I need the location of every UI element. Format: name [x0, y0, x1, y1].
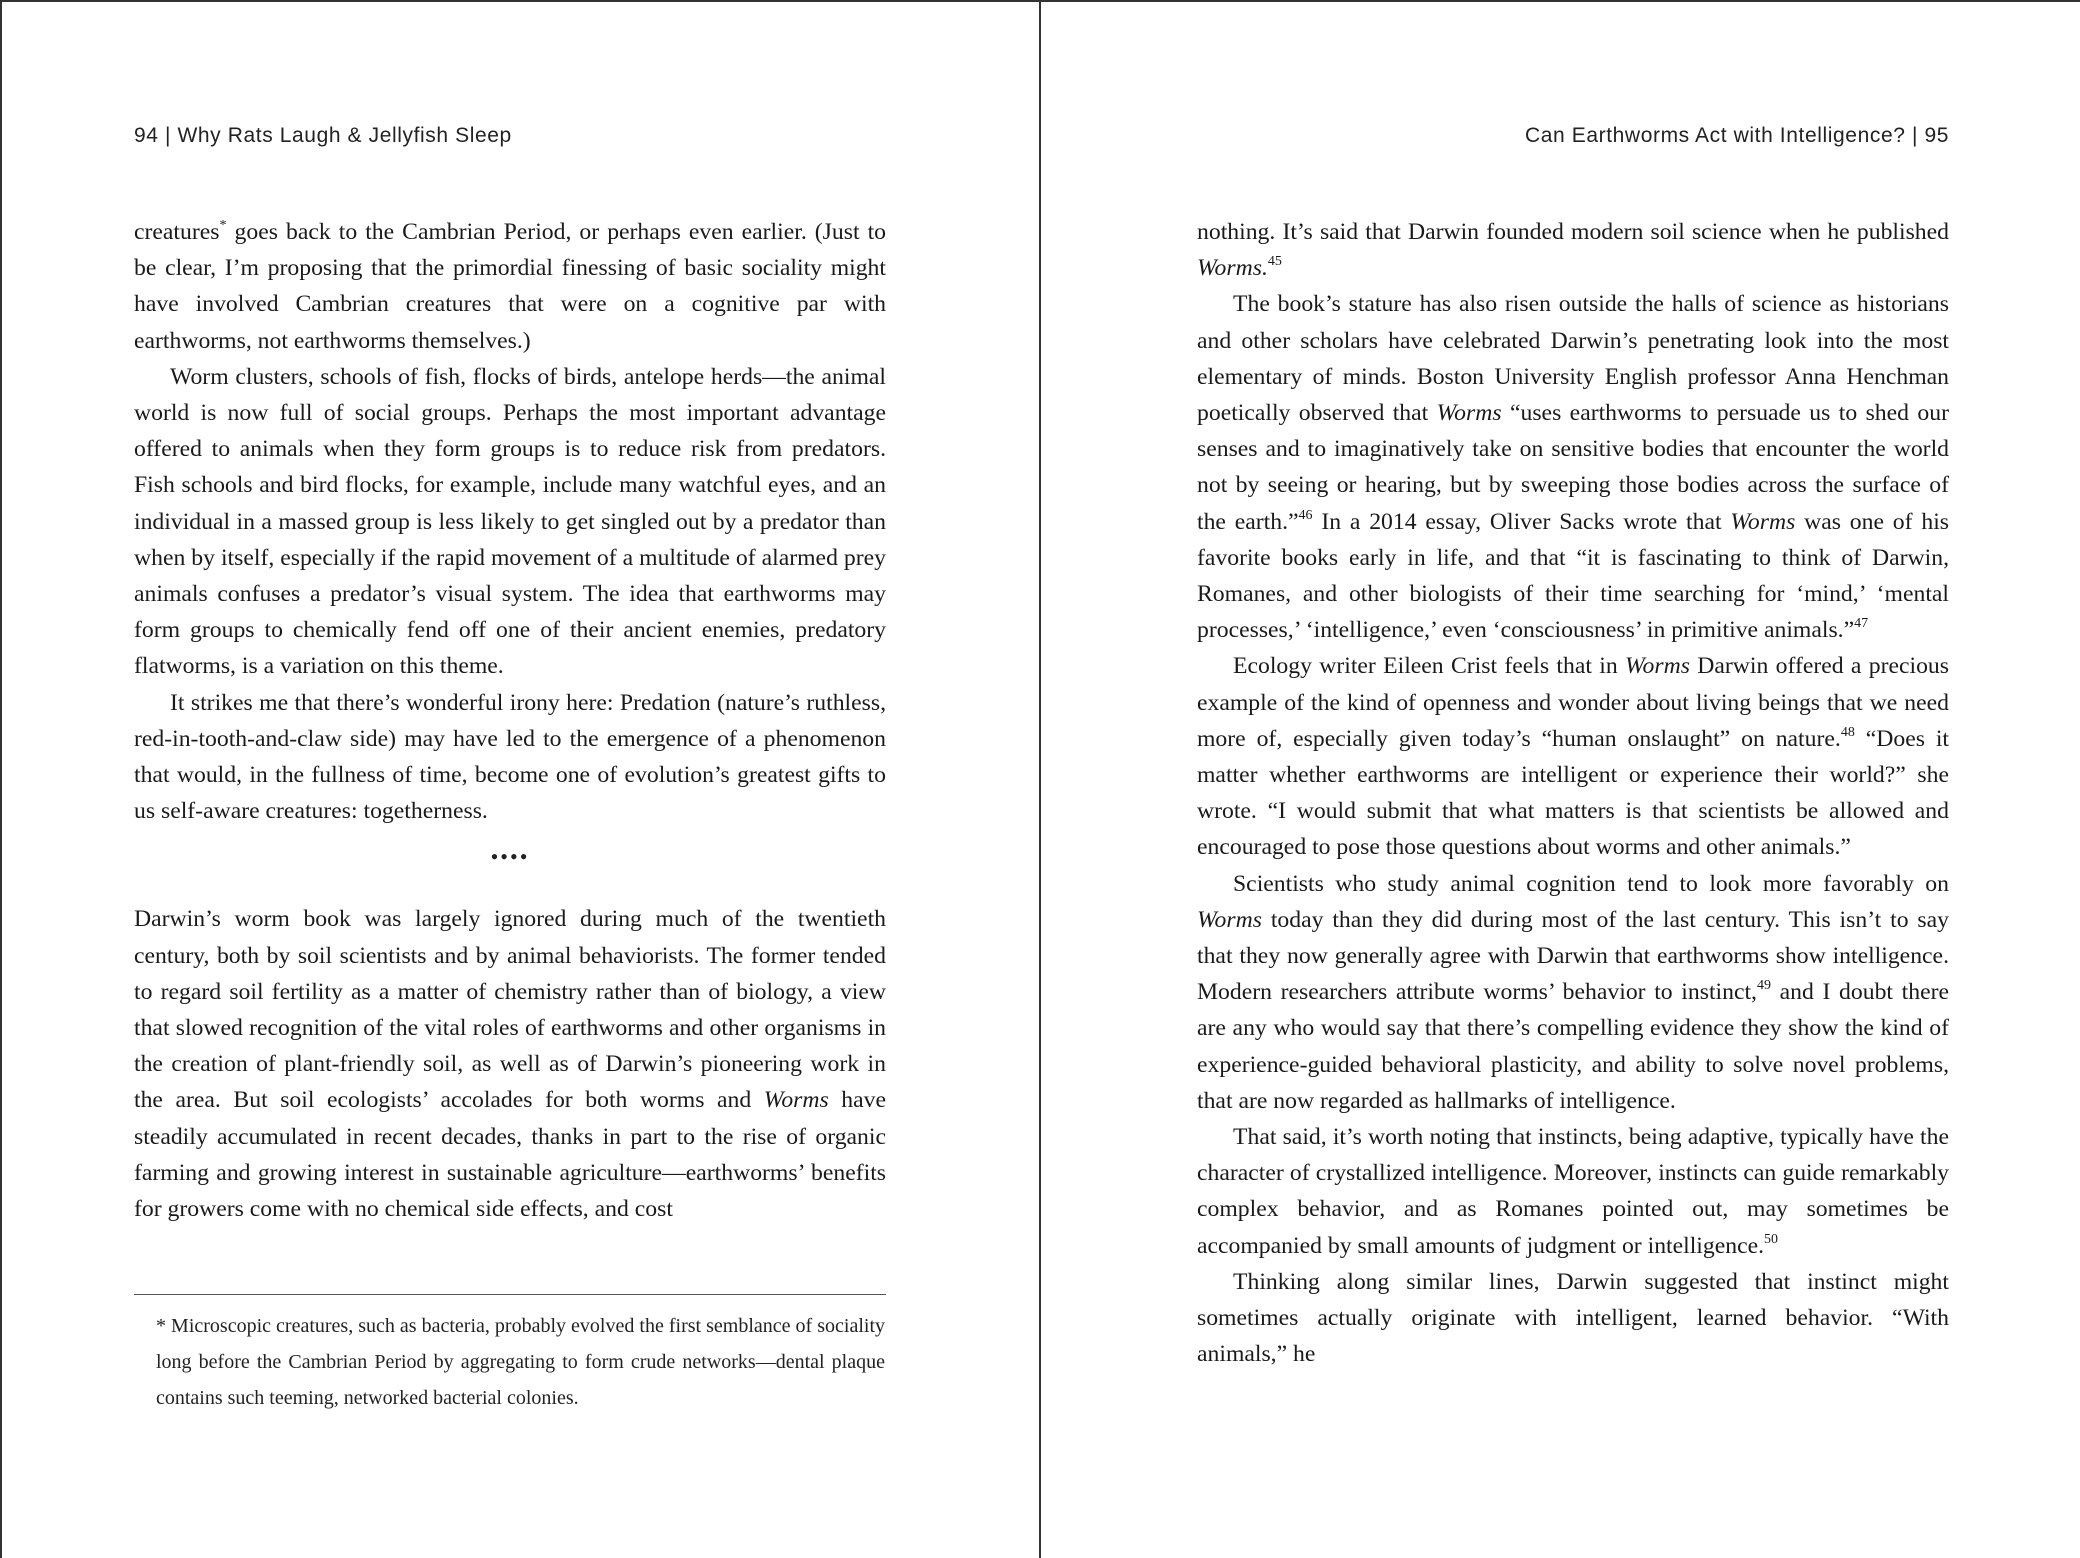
footnote: * Microscopic creatures, such as bacteria, probably evolved the first semblance of sociality long before the Cambrian Period by aggregating to form crude networks—dental plaque contains such teeming, networked bacterial colonies. — [156, 1315, 885, 1409]
endnote-ref: 49 — [1756, 978, 1771, 994]
footnote-marker: * — [219, 218, 227, 234]
endnote-ref: 47 — [1854, 616, 1869, 632]
paragraph: Darwin’s worm book was largely ignored during much of the twentieth century, both by soil scientists and by animal behaviorists. The former tended to regard soil fertility as a matter of chemistry rather than of biology, a view that slowed recognition of the vital roles of earthworms and other organisms in the creation of plant-friendly soil, as well as of Darwin’s pioneering work in the area. But soil ecologists’ accolades for both worms and Worms have steadily accumulated in recent decades, thanks in part to the rise of organic farming and growing interest in sustainable agriculture—earthworms’ benefits for growers come with no chemical side effects, and cost — [134, 906, 887, 1223]
left-page-body — [134, 214, 886, 1227]
right-page — [1041, 0, 2080, 1558]
paragraph: nothing. It’s said that Darwin founded modern soil science when he published Worms.$^{45}$ — [1197, 219, 1949, 282]
endnote-ref: 46 — [1298, 507, 1313, 523]
right-page-body — [1197, 214, 1949, 1373]
paragraph: It strikes me that there’s wonderful irony here: Predation (nature’s ruthless, red-in-tooth-and-claw side) may have led to the emergence of a phenomenon that would, in the fullness of time, become one of evolution’s greatest gifts to us self-aware creatures: togetherness. — [134, 689, 886, 825]
paragraph: That said, it’s worth noting that instincts, being adaptive, typically have the character of crystallized intelligence. Moreover, instincts can guide remarkably complex behavior, and as Romanes pointed out, may sometimes be accompanied by small amounts of judgment or intelligence.$^{50}$ — [1197, 1124, 1949, 1259]
paragraph: Ecology writer Eileen Crist feels that in Worms Darwin offered a precious example of the kind of openness and wonder about living beings that we need more of, especially given today’s “human onslaught” on nature.$^{48}$ “Does it matter whether earthworms are intelligent or experience their world?” she wrote. “I would submit that what matters is that scientists be allowed and encouraged to pose those questions about worms and other animals.” — [1197, 653, 1950, 861]
paragraph: The book’s stature has also risen outside the halls of science as historians and other scholars have celebrated Darwin’s penetrating look into the most elementary of minds. Boston University English professor Anna Henchman poetically observed that Worms “uses earthworms to persuade us to shed our senses and to imaginatively take on sensitive bodies that encounter the world not by seeing or hearing, but by sweeping those bodies across the surface of the earth.”$^{46}$ In a 2014 essay, Oliver Sacks wrote that Worms was one of his favorite books early in life, and that “it is fascinating to think of Darwin, Romanes, and other biologists of their time searching for ‘mind,’ ‘mental processes,’ ‘intelligence,’ even ‘consciousness’ in primitive animals.”$^{47}$ — [1197, 291, 1949, 644]
endnote-ref: 48 — [1840, 724, 1855, 740]
paragraph: Worm clusters, schools of fish, flocks of birds, antelope herds—the animal world is now full of social groups. Perhaps the most important advantage offered to animals when they form groups is to reduce risk from predators. Fish schools and bird flocks, for example, include many watchful eyes, and an individual in a massed group is less likely to get singled out by a predator than when by itself, especially if the rapid movement of a multitude of alarmed prey animals confuses a predator’s visual system. The idea that earthworms may form groups to chemically fend off one of their ancient enemies, predatory flatworms, is a variation on this theme. — [134, 363, 886, 680]
footnote-rule — [134, 1294, 886, 1295]
paragraph: Scientists who study animal cognition tend to look more favorably on Worms today than they did during most of the last century. This isn’t to say that they now generally agree with Darwin that earthworms show intelligence. Modern researchers attribute worms’ behavior to instinct,$^{49}$ and I doubt there are any who would say that there’s compelling evidence they show the kind of experience-guided behavioral plasticity, and ability to solve novel problems, that are now regarded as hallmarks of intelligence. — [1197, 870, 1949, 1114]
running-header-right: Can Earthworms Act with Intelligence? | 95 — [1524, 124, 1949, 147]
endnote-ref: 50 — [1764, 1231, 1779, 1247]
paragraph: Thinking along similar lines, Darwin suggested that instinct might sometimes actually originate with intelligent, learned behavior. “With animals,” he — [1197, 1268, 1949, 1368]
running-header-left: 94 | Why Rats Laugh & Jellyfish Sleep — [134, 124, 512, 147]
section-break-ornament: •••• — [490, 844, 530, 870]
paragraph: creatures* goes back to the Cambrian Period, or perhaps even earlier. (Just to be clear, I’m proposing that the primordial finessing of basic sociality might have involved Cambrian creatures that were on a cognitive par with earthworms, not earthworms themselves.) — [134, 218, 886, 354]
endnote-ref: 45 — [1267, 254, 1282, 270]
left-page — [0, 0, 1039, 1558]
